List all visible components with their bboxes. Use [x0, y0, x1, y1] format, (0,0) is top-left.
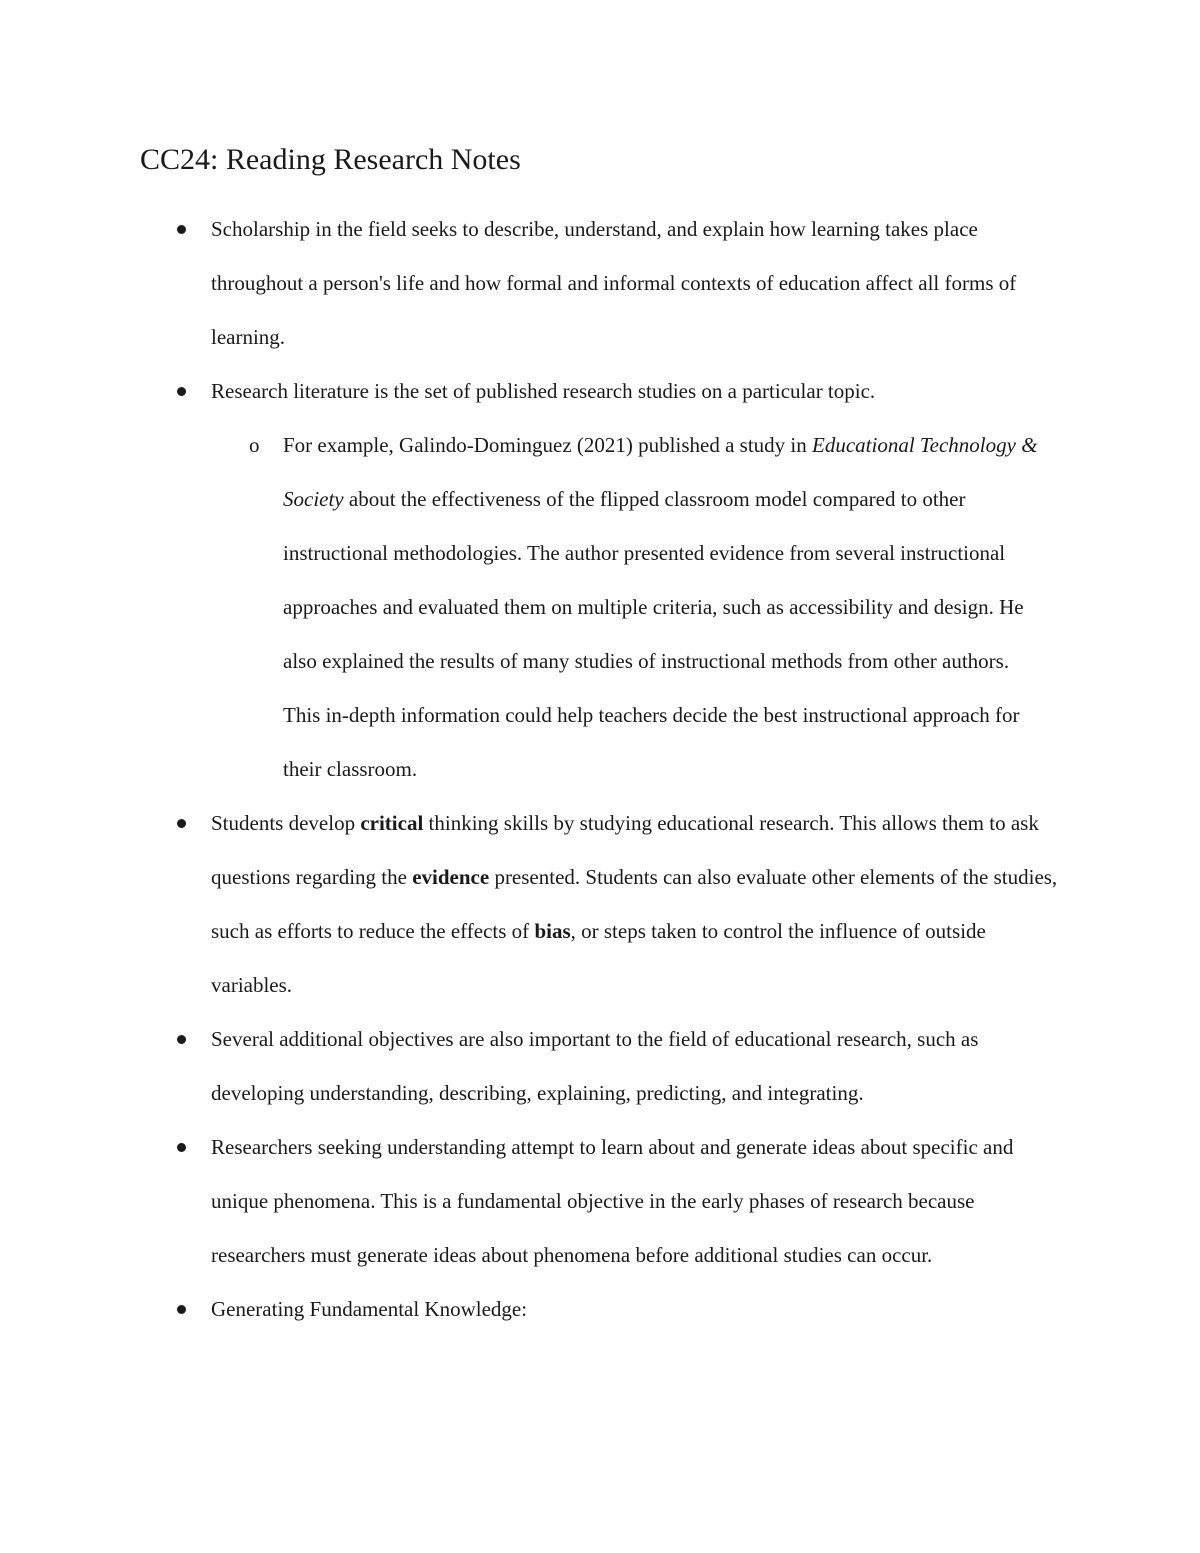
emphasis-critical: critical — [360, 811, 424, 835]
sub-item-text-prefix: For example, Galindo-Dominguez (2021) published a study in — [283, 433, 812, 457]
bullet-icon — [175, 1012, 187, 1066]
sub-item-text-suffix: about the effectiveness of the flipped classroom model compared to other instructional methodologies. The author presented evidence from several instructional approaches and evaluated them on multiple criteria, such as accessibility and design. He also explained the results of many studies of instructional methods from other authors. This in-depth information could help teachers decide the best instructional approach for their classroom. — [283, 487, 1024, 781]
list-item-text: thinking skills by studying educational research. This allows them to ask questions regarding the — [211, 811, 1039, 889]
page-title: CC24: Reading Research Notes — [140, 143, 521, 176]
emphasis-bias: bias — [534, 919, 571, 943]
sub-list-item — [249, 418, 1043, 796]
list-item-text: Research literature is the set of published research studies on a particular topic. — [211, 379, 876, 403]
list-item-text: presented. Students can also evaluate other elements of the studies, such as efforts to reduce the effects of — [211, 865, 1058, 943]
list-item — [211, 364, 1071, 796]
list-item-text: Researchers seeking understanding attempt to learn about and generate ideas about specific and unique phenomena. This is a fundamental objective in the early phases of research because researchers must generate ideas about phenomena before additional studies can occur. — [211, 1135, 1014, 1267]
emphasis-evidence: evidence — [412, 865, 490, 889]
bullet-icon — [175, 1282, 187, 1336]
bullet-icon — [175, 202, 187, 256]
list-item-text: , or steps taken to control the influence of outside variables. — [211, 919, 986, 997]
list-item-text: Students develop — [211, 811, 361, 835]
bullet-icon — [175, 1120, 187, 1174]
notes-list — [0, 202, 1200, 1336]
sub-list — [211, 418, 1071, 796]
list-item-text: Generating Fundamental Knowledge: — [211, 1297, 528, 1321]
list-item — [211, 796, 1071, 1012]
list-item-text: Several additional objectives are also important to the field of educational research, such as developing understanding, describing, explaining, predicting, and integrating. — [211, 1027, 979, 1105]
bullet-icon — [175, 364, 187, 418]
bullet-icon — [175, 796, 187, 850]
journal-title: Educational Technology & Society — [283, 433, 1038, 511]
list-item — [211, 202, 1071, 364]
list-item-text: Scholarship in the field seeks to describe, understand, and explain how learning takes place throughout a person's life and how formal and informal contexts of education affect all forms of learning. — [211, 217, 1017, 349]
list-item — [211, 1120, 1071, 1282]
list-item — [211, 1282, 1071, 1336]
circle-bullet-icon: o — [249, 433, 260, 457]
list-item — [211, 1012, 1071, 1120]
